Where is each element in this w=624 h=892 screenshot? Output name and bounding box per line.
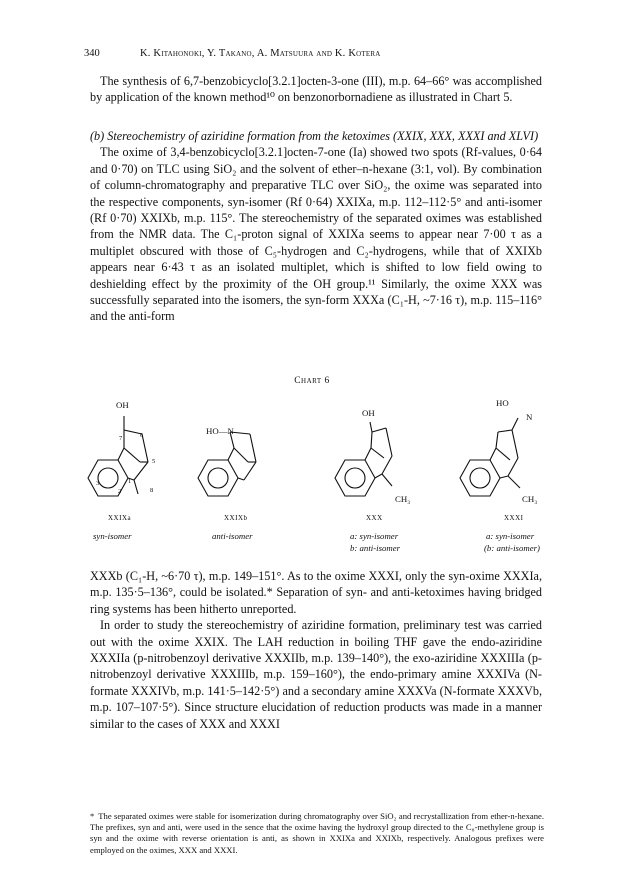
continuation-block (90, 568, 542, 732)
benzene-ring-1 (88, 460, 128, 496)
benzene-ring-4 (460, 460, 500, 496)
xxxi-caption-a: a: syn-isomer (486, 531, 535, 541)
chart-title: Chart 6 (294, 376, 330, 386)
xxx-ch3-label: CH₃ (395, 494, 411, 504)
xxixa-number-6: 6 (140, 432, 144, 439)
structure-xxixb (198, 432, 256, 496)
xxixa-number-7: 7 (119, 435, 123, 442)
section-heading: (b) Stereochemistry of aziridine formation from the ketoximes (XXIX, XXX, XXXI and XLVI) (90, 129, 539, 143)
intro-paragraph: The synthesis of 6,7-benzobicyclo[3.2.1]octen-3-one (III), m.p. 64–66° was accomplished by application of the known method¹⁰ on benzonorbornadiene as illustrated in Chart 5. (90, 74, 542, 105)
continuation-paragraph: XXXb (C₁-H, ~6·70 τ), m.p. 149–151°. As to the oxime XXXI, only the syn-oxime XXXIa, m.p. 135·5–136°, could be isolated.* Separation of syn- and anti-ketoximes having bridged ring systems has been hitherto unreported. (90, 569, 542, 616)
xxixa-number-8: 8 (150, 487, 154, 494)
intro-paragraph-block (90, 73, 542, 106)
oxime-paragraph: The oxime of 3,4-benzobicyclo[3.2.1]octen-7-one (Ia) showed two spots (Rf-values, 0·64 and 0·70) on TLC using SiO₂ and the solvent of ether–n-hexane (3:1, vol). By combination of column-chromatography and preparative TLC over SiO₂, the oxime was separated into the respective components, syn-isomer (Rf 0·64) XXIXa, m.p. 112–112·5° and anti-isomer (Rf 0·70) XXIXb, m.p. 115°. The stereochemistry of the separated oximes was established from the NMR data. The C₁-proton signal of XXIXa seems to appear near 7·00 τ as a multiplet obscured with those of C₅-hydrogen and C₂-hydrogens, while that of XXIXb appears near 6·43 τ as an isolated multiplet, which is shifted to low field owing to deshielding effect by the proximity of the OH group.¹¹ Similarly, the oxime XXX was successfully separated into the isomers, the syn-form XXXa (C₁-H, ~7·16 τ), m.p. 115–116° and the anti-form (90, 145, 542, 324)
benzene-ring-2 (198, 460, 238, 496)
xxx-caption-a: a: syn-isomer (350, 531, 399, 541)
structure-xxx (335, 422, 392, 496)
xxixa-oh-label: OH (116, 400, 129, 410)
page-number: 340 (84, 48, 100, 59)
xxixb-hon-label: HO—N (206, 426, 234, 436)
xxixa-number-1: 1 (128, 478, 132, 485)
xxx-caption-b: b: anti-isomer (350, 543, 401, 553)
running-header (84, 48, 552, 64)
xxixa-caption: syn-isomer (93, 531, 132, 541)
aziridine-paragraph: In order to study the stereochemistry of aziridine formation, preliminary test was carried out with the oxime XXIX. The LAH reduction in boiling THF gave the endo-aziridine XXXIIa (p-nitrobenzoyl derivative XXXIIb, m.p. 139–140°), the exo-aziridine XXXIIIa (p-nitrobenzoyl derivative XXXIIIb, m.p. 159–160°), the endo-primary amine XXXIVa (N-formate XXXIVb, m.p. 141·5–142·5°) and a secondary amine XXXVa (N-formate XXXVb, m.p. 107–107·5°). Since structure elucidation of reduction products was made in a manner similar to the cases of XXX and XXXI (90, 618, 542, 731)
structure-xxxi (460, 418, 520, 496)
xxxi-ho-label: HO (496, 398, 509, 408)
xxixa-number-3: 3 (96, 480, 100, 487)
running-head-authors: K. Kitahonoki, Y. Takano, A. Matsuura and K. Kotera (140, 48, 381, 59)
xxixa-compound-label: XXIXa (108, 514, 132, 522)
xxxi-ch3-label: CH₃ (522, 494, 538, 504)
xxixa-number-5: 5 (152, 458, 156, 465)
xxixa-number-2: 2 (118, 488, 122, 495)
benzene-ring-3 (335, 460, 375, 496)
xxx-compound-label: XXX (366, 514, 383, 522)
xxixb-caption: anti-isomer (212, 531, 253, 541)
section-b-block (90, 128, 542, 325)
xxxi-caption-b: (b: anti-isomer) (484, 543, 540, 553)
xxx-oh-label: OH (362, 408, 375, 418)
xxixb-compound-label: XXIXb (224, 514, 248, 522)
xxxi-compound-label: XXXI (504, 514, 524, 522)
footnote (90, 811, 544, 856)
footnote-text: The separated oximes were stable for isomerization during chromatography over SiO₂ and recrystallization from ether-n-hexane. The prefixes, syn and anti, were used in the sence that the oxime having the hydroxyl group directed to the C₈-methylene group is syn and the oxime with reverse orientation is anti, as shown in XXIXa and XXIXb, respectively. Analogous prefixes were employed on the oximes, XXX and XXXI. (90, 811, 544, 855)
xxxi-n-label: N (526, 412, 533, 422)
footnote-mark: * (90, 811, 95, 821)
chart-6-structures (80, 392, 550, 522)
